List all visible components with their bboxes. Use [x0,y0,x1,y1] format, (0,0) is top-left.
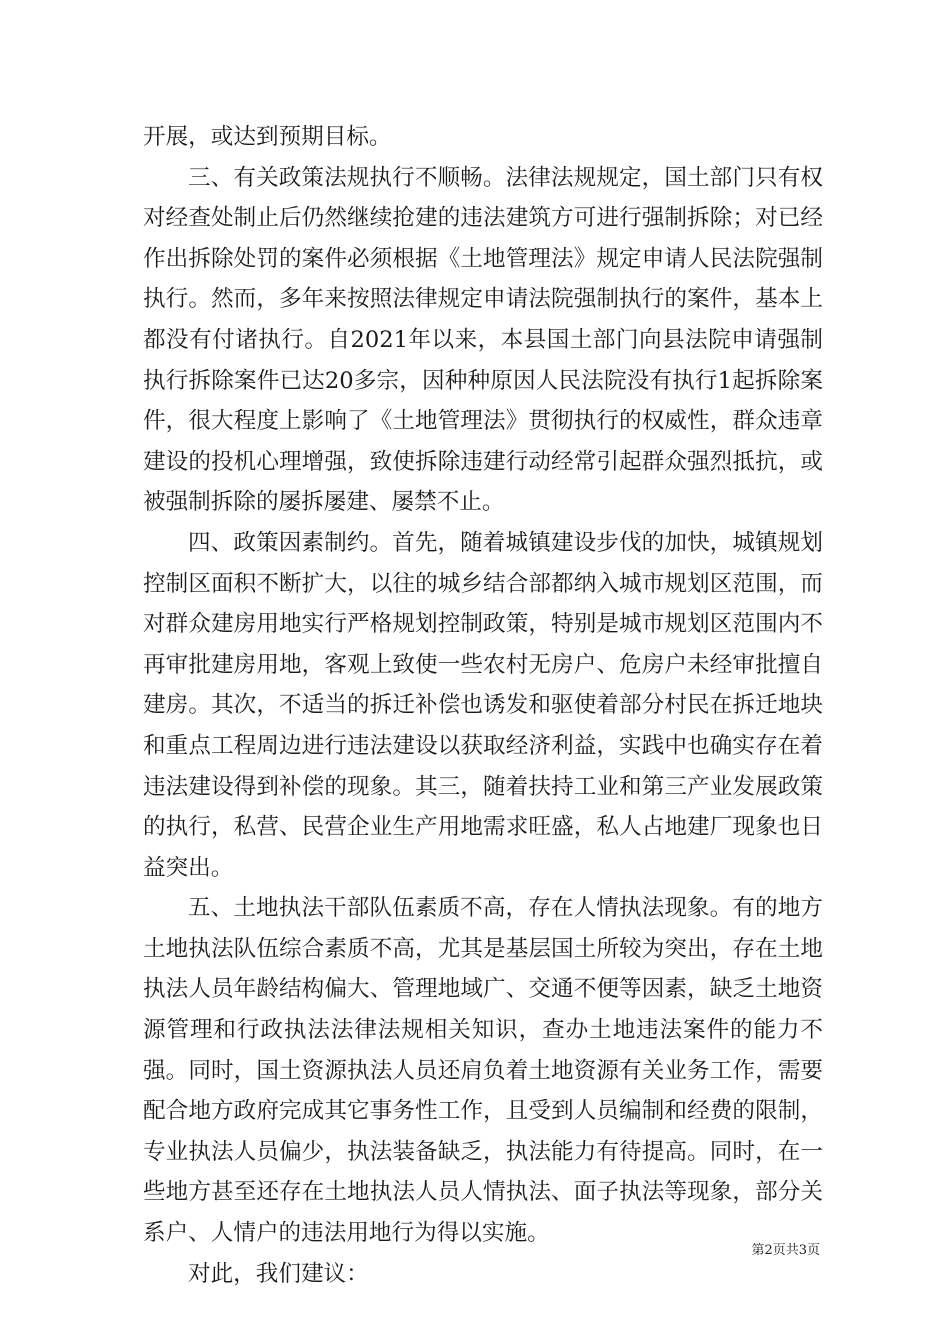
paragraph-section-five: 五、土地执法干部队伍素质不高，存在人情执法现象。有的地方土地执法队伍综合素质不高，尤其是基层国土所较为突出，存在土地执法人员年龄结构偏大、管理地域广、交通不便等因素，缺乏土地资源管理和行政执法法律法规相关知识，查办土地违法案件的能力不强。同时，国土资源执法人员还肩负着土地资源有关业务工作，需要配合地方政府完成其它事务性工作，且受到人员编制和经费的限制，专业执法人员偏少，执法装备缺乏，执法能力有待提高。同时，在一些地方甚至还存在土地执法人员人情执法、面子执法等现象，部分关系户、人情户的违法用地行为得以实施。 [143,895,823,1247]
document-body [143,117,823,1294]
page-number-footer: 第2页共3页 [751,1243,820,1258]
paragraph-continuation: 开展，或达到预期目标。 [143,124,392,150]
paragraph-section-three: 三、有关政策法规执行不顺畅。法律法规规定，国土部门只有权对经查处制止后仍然继续抢建的违法建筑方可进行强制拆除；对已经作出拆除处罚的案件必须根据《土地管理法》规定申请人民法院强制执行。然而，多年来按照法律规定申请法院强制执行的案件，基本上都没有付诸执行。自2021年以来，本县国土部门向县法院申请强制执行拆除案件已达20多宗，因种种原因人民法院没有执行1起拆除案件，很大程度上影响了《土地管理法》贯彻执行的权威性，群众违章建设的投机心理增强，致使拆除违建行动经常引起群众强烈抵抗，或被强制拆除的屡拆屡建、屡禁不止。 [143,164,823,516]
paragraph-suggestion-intro: 对此，我们建议： [188,1260,369,1287]
paragraph-section-four: 四、政策因素制约。首先，随着城镇建设步伐的加快，城镇规划控制区面积不断扩大，以往的城乡结合部都纳入城市规划区范围，而对群众建房用地实行严格规划控制政策，特别是城市规划区范围内不再审批建房用地，客观上致使一些农村无房户、危房户未经审批擅自建房。其次，不适当的拆迁补偿也诱发和驱使着部分村民在拆迁地块和重点工程周边进行违法建设以获取经济利益，实践中也确实存在着违法建设得到补偿的现象。其三，随着扶持工业和第三产业发展政策的执行，私营、民营企业生产用地需求旺盛，私人占地建厂现象也日益突出。 [143,529,823,881]
